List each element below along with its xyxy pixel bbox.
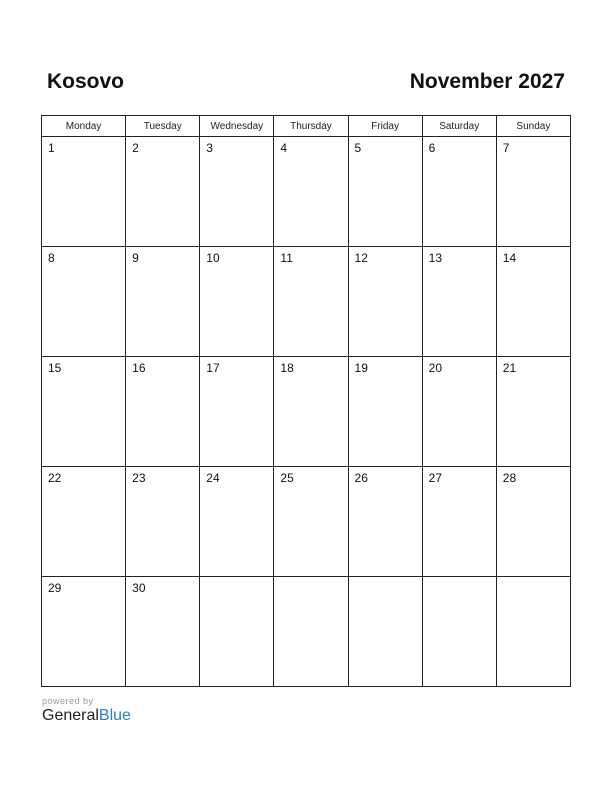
day-number: 16 (132, 361, 146, 375)
country-title: Kosovo (47, 70, 125, 93)
day-cell (126, 137, 200, 247)
day-number: 19 (354, 361, 368, 375)
day-cell (126, 577, 200, 687)
day-cell (42, 137, 126, 247)
day-number: 12 (354, 251, 368, 265)
day-number: 4 (280, 141, 288, 155)
day-cell (496, 247, 570, 357)
day-cell (348, 247, 422, 357)
weekday-header-row (42, 116, 571, 137)
weekday-saturday: Saturday (422, 116, 496, 137)
day-cell (42, 357, 126, 467)
month-year-title: November 2027 (409, 70, 565, 93)
day-cell (496, 357, 570, 467)
day-cell (42, 467, 126, 577)
day-cell (496, 137, 570, 247)
brand-blue: Blue (98, 707, 131, 724)
day-cell (274, 357, 348, 467)
day-cell (274, 467, 348, 577)
day-cell (126, 357, 200, 467)
day-cell (42, 577, 126, 687)
day-number: 24 (206, 471, 220, 485)
day-number: 7 (502, 141, 510, 155)
day-number (497, 577, 570, 581)
day-cell (422, 247, 496, 357)
week-row (42, 137, 571, 247)
day-number: 14 (502, 251, 517, 265)
day-number: 23 (132, 471, 146, 485)
day-cell (274, 247, 348, 357)
day-number: 22 (48, 471, 62, 485)
day-number: 26 (354, 471, 368, 485)
weekday-sunday: Sunday (496, 116, 570, 137)
week-row (42, 577, 571, 687)
day-number: 30 (132, 581, 146, 595)
day-cell (126, 467, 200, 577)
weekday-wednesday: Wednesday (200, 116, 274, 137)
day-cell (348, 577, 422, 687)
day-cell (496, 467, 570, 577)
weekday-thursday: Thursday (274, 116, 348, 137)
day-cell (274, 137, 348, 247)
weekday-monday: Monday (42, 116, 126, 137)
day-cell (200, 357, 274, 467)
day-cell (348, 137, 422, 247)
day-number: 21 (502, 361, 517, 375)
day-cell (42, 247, 126, 357)
brand-general: General (42, 707, 99, 724)
day-number: 11 (280, 251, 293, 265)
day-number (274, 577, 347, 581)
day-number: 28 (502, 471, 517, 485)
week-row (42, 357, 571, 467)
day-cell (200, 247, 274, 357)
day-cell (200, 137, 274, 247)
day-number: 27 (428, 471, 443, 485)
day-number: 6 (428, 141, 436, 155)
day-number: 29 (48, 581, 62, 595)
calendar-grid (41, 115, 571, 687)
day-number: 13 (428, 251, 443, 265)
day-cell (496, 577, 570, 687)
day-number: 18 (280, 361, 294, 375)
day-number: 15 (48, 361, 62, 375)
day-cell (422, 357, 496, 467)
day-number: 10 (206, 251, 220, 265)
day-number (200, 577, 273, 581)
day-cell (422, 137, 496, 247)
day-number: 5 (354, 141, 362, 155)
day-number (423, 577, 496, 581)
day-cell (274, 577, 348, 687)
day-cell (422, 577, 496, 687)
day-number: 2 (132, 141, 139, 155)
day-cell (200, 467, 274, 577)
day-cell (348, 467, 422, 577)
day-number: 20 (428, 361, 443, 375)
day-number (349, 577, 422, 581)
weekday-friday: Friday (348, 116, 422, 137)
week-row (42, 467, 571, 577)
week-row (42, 247, 571, 357)
weekday-tuesday: Tuesday (126, 116, 200, 137)
day-number: 17 (206, 361, 220, 375)
day-cell (126, 247, 200, 357)
day-number: 9 (132, 251, 139, 265)
generalblue-logo[interactable] (42, 707, 131, 725)
day-cell (422, 467, 496, 577)
powered-by-text: powered by (42, 696, 94, 706)
day-number: 25 (280, 471, 294, 485)
footer-branding (42, 696, 131, 725)
day-cell (348, 357, 422, 467)
day-cell (200, 577, 274, 687)
day-number: 1 (48, 141, 55, 155)
day-number: 3 (206, 141, 213, 155)
day-number: 8 (48, 251, 55, 265)
